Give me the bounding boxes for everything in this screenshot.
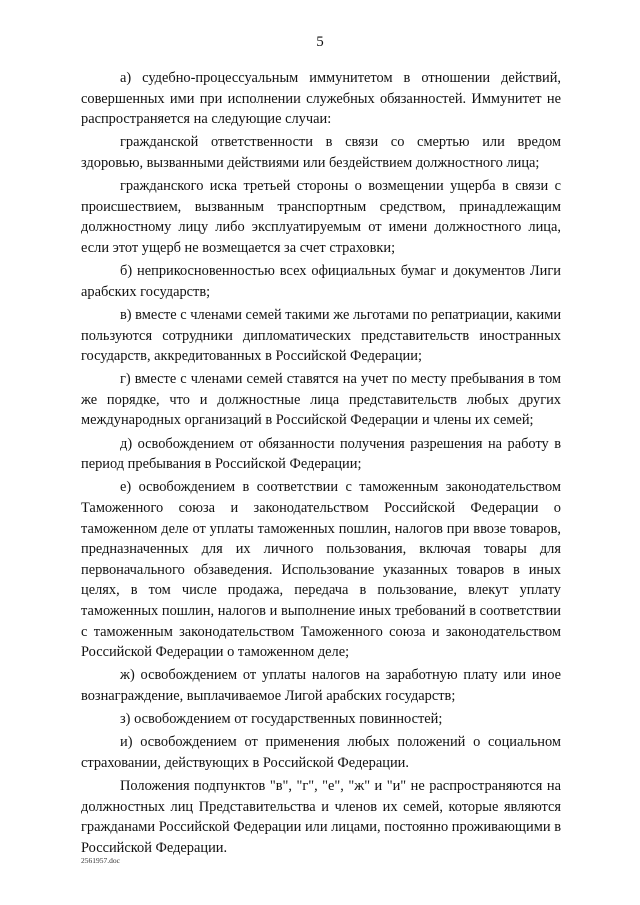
paragraph-b: б) неприкосновенностью всех официальных бумаг и документов Лиги арабских государств;	[81, 263, 561, 300]
paragraph-a: а) судебно-процессуальным иммунитетом в отношении действий, совершенных ими при исполнении служебных обязанностей. Иммунитет не распространяется на следующие случаи:	[81, 70, 561, 128]
paragraph-e: е) освобождением в соответствии с таможенным законодательством Таможенного союза и законодательством Российской Федерации о таможенном деле от уплаты таможенных пошлин, налогов при ввозе товаров, предназначенных для их личного пользования, включая товары для первоначального обзаведения. Использование указанных товаров в иных целях, в том числе продажа, передача в пользование, влекут уплату таможенных пошлин, налогов и выполнение иных требований в соответствии с таможенным законодательством Таможенного союза и законодательством Российской Федерации о таможенном деле;	[81, 479, 561, 661]
paragraph-civil-claim: гражданского иска третьей стороны о возмещении ущерба в связи с происшествием, вызванным транспортным средством, принадлежащим должностному лицу либо эксплуатируемым от имени должностного лица, если этот ущерб не возмещается за счет страховки;	[81, 178, 561, 256]
paragraph-exceptions: Положения подпунктов "в", "г", "е", "ж" и "и" не распространяются на должностных лиц Представительства и членов их семей, которые являются гражданами Российской Федерации или лицами, постоянно проживающими в Российской Федерации.	[81, 778, 561, 856]
paragraph-z: з) освобождением от государственных повинностей;	[120, 711, 443, 728]
document-body	[81, 68, 561, 861]
paragraph-civil-liability: гражданской ответственности в связи со смертью или вредом здоровью, вызванными действиями или бездействием должностного лица;	[81, 134, 561, 171]
footer-filename: 2561957.doc	[81, 856, 120, 865]
paragraph-d: д) освобождением от обязанности получения разрешения на работу в период пребывания в Российской Федерации;	[81, 435, 561, 473]
paragraph-i: и) освобождением от применения любых положений о социальном страховании, действующих в Российской Федерации.	[81, 734, 561, 771]
page-number: 5	[316, 34, 324, 50]
paragraph-zh: ж) освобождением от уплаты налогов на заработную плату или иное вознаграждение, выплачиваемое Лигой арабских государств;	[81, 667, 561, 704]
paragraph-g: г) вместе с членами семей ставятся на учет по месту пребывания в том же порядке, что и должностные лица представительств любых других международных организаций в Российской Федерации и члены их семей;	[81, 371, 561, 429]
paragraph-v: в) вместе с членами семей такими же льготами по репатриации, какими пользуются сотрудники дипломатических представительств иностранных государств, аккредитованных в Российской Федерации;	[81, 306, 562, 365]
